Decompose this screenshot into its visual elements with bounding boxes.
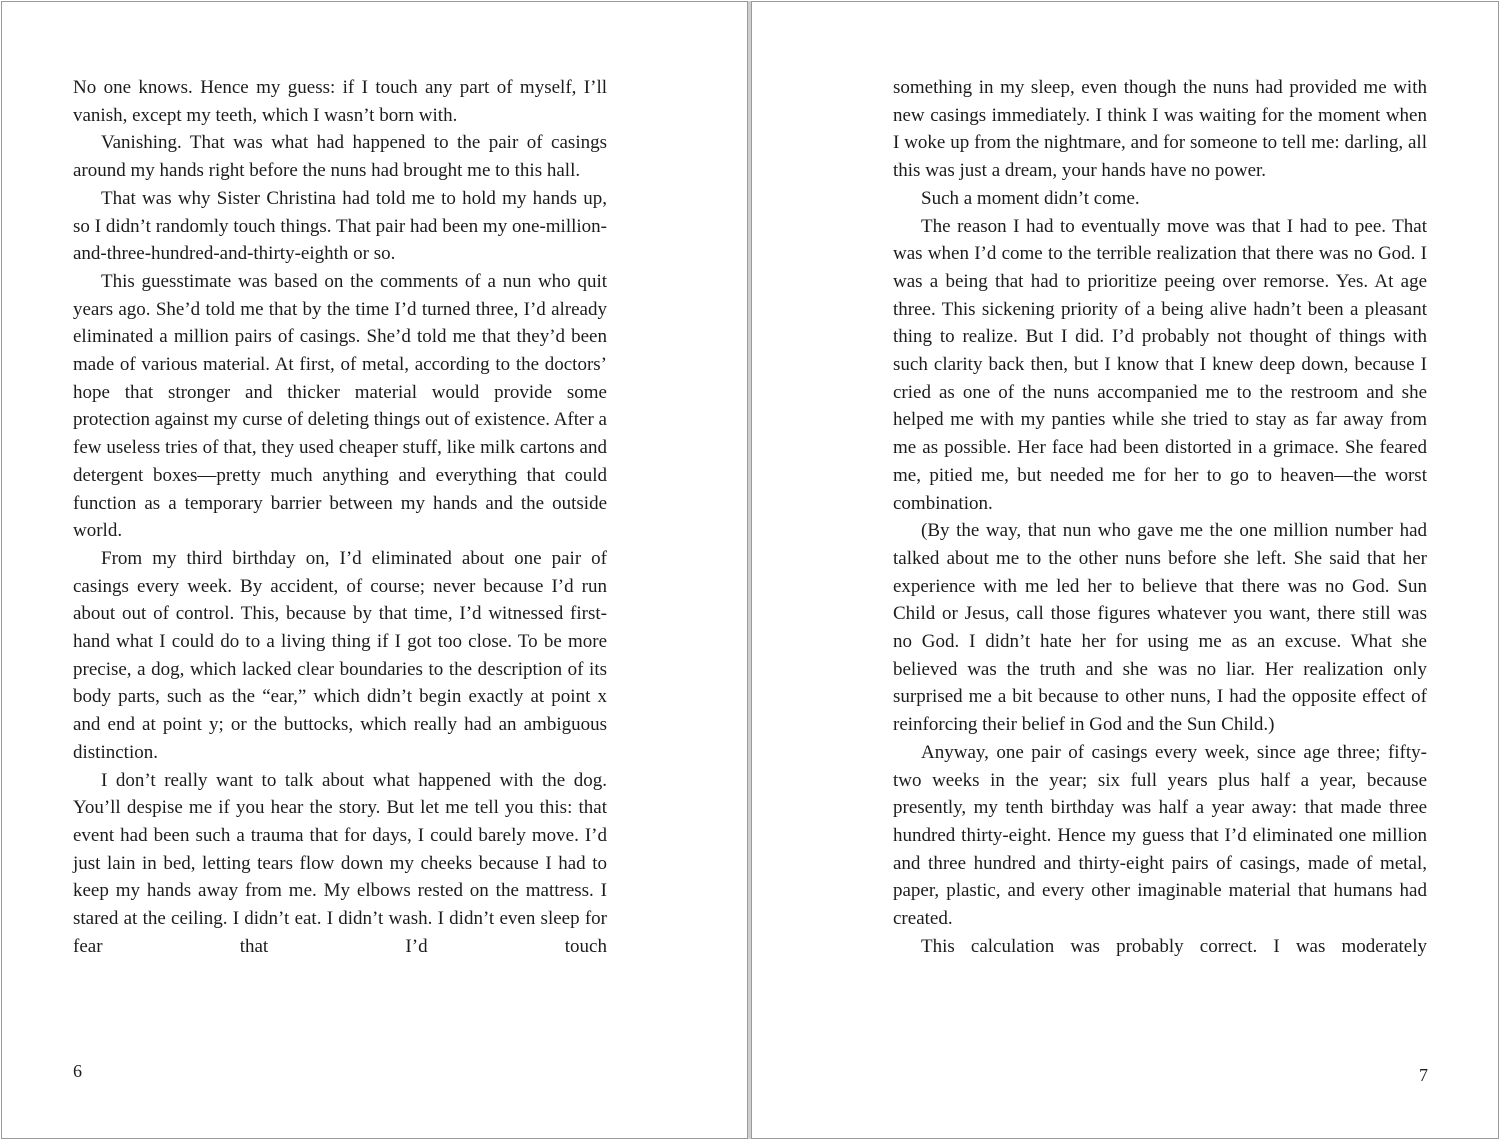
paragraph: That was why Sister Christina had told me to hold my hands up, so I didn’t randomly touch things. That pair had been my one-million-and-three-hundred-and-thirty-eighth or so. xyxy=(73,187,607,265)
right-page xyxy=(751,1,1499,1139)
paragraph: I don’t really want to talk about what happened with the dog. You’ll despise me if you hear the story. But let me tell you this: that event had been such a trauma that for days, I could barely move. I’d just lain in bed, letting tears flow down my cheeks because I had to keep my hands away from me. My elbows rested on the mattress. I stared at the ceiling. I didn’t eat. I didn’t wash. I didn’t even sleep for fear that I’d touch xyxy=(73,769,607,957)
paragraph: The reason I had to eventually move was that I had to pee. That was when I’d come to the terrible realization that there was no God. I was a being that had to prioritize peeing over remorse. Yes. At age three. This sickening priority of a being alive hadn’t been a pleasant thing to realize. But I did. I’d probably not thought of things with such clarity back then, but I know that I knew deep down, because I cried as one of the nuns accompanied me to the restroom and she helped me with my panties while she tried to stay as far away from me as possible. Her face had been distorted in a grimace. She feared me, pitied me, but needed me for her to go to heaven—the worst combination. xyxy=(893,215,1427,514)
paragraph: Anyway, one pair of casings every week, since age three; fifty-two weeks in the year; six full years plus half a year, because presently, my tenth birthday was half a year away: that made three hundred thirty-eight. Hence my guess that I’d eliminated one million and three hundred and thirty-eight pairs of casings, made of metal, paper, plastic, and every other imaginable material that humans had created. xyxy=(893,741,1427,930)
paragraph: (By the way, that nun who gave me the one million number had talked about me to the other nuns before she left. She said that her experience with me led her to believe that there was no God. Sun Child or Jesus, call those figures whatever you want, there still was no God. I didn’t hate her for using me as an excuse. What she believed was the truth and she was no liar. Her realization only surprised me a bit because to other nuns, I had the opposite effect of reinforcing their belief in God and the Sun Child.) xyxy=(893,520,1427,736)
paragraph: This calculation was probably correct. I was moderately xyxy=(921,935,1427,957)
paragraph: No one knows. Hence my guess: if I touch any part of myself, I’ll vanish, except my teeth, which I wasn’t born with. xyxy=(73,77,607,126)
paragraph: From my third birthday on, I’d eliminated about one pair of casings every week. By accident, of course; never because I’d run about out of control. This, because by that time, I’d witnessed first-hand what I could do to a living thing if I got too close. To be more precise, a dog, which lacked clear boundaries to the description of its body parts, such as the “ear,” which didn’t begin exactly at point x and end at point y; or the buttocks, which really had an ambiguous distinction. xyxy=(73,547,607,763)
paragraph: This guesstimate was based on the comments of a nun who quit years ago. She’d told me that by the time I’d turned three, I’d already eliminated a million pairs of casings. She’d told me that they’d been made of various material. At first, of metal, according to the doctors’ hope that stronger and thicker material would provide some protection against my curse of deleting things out of existence. After a few useless tries of that, they used cheaper stuff, like milk cartons and detergent boxes—pretty much anything and everything that could function as a temporary barrier between my hands and the outside world. xyxy=(73,270,607,542)
page-number: 6 xyxy=(73,1061,82,1081)
paragraph: Vanishing. That was what had happened to the pair of casings around my hands right before the nuns had brought me to this hall. xyxy=(73,132,607,182)
left-page xyxy=(1,1,748,1139)
page-number: 7 xyxy=(1419,1065,1428,1085)
paragraph: Such a moment didn’t come. xyxy=(921,187,1140,209)
paragraph: something in my sleep, even though the nuns had provided me with new casings immediately. I think I was waiting for the moment when I woke up from the nightmare, and for someone to tell me: darling, all this was just a dream, your hands have no power. xyxy=(893,77,1427,182)
left-page-text xyxy=(73,74,607,961)
right-page-text xyxy=(893,74,1427,961)
